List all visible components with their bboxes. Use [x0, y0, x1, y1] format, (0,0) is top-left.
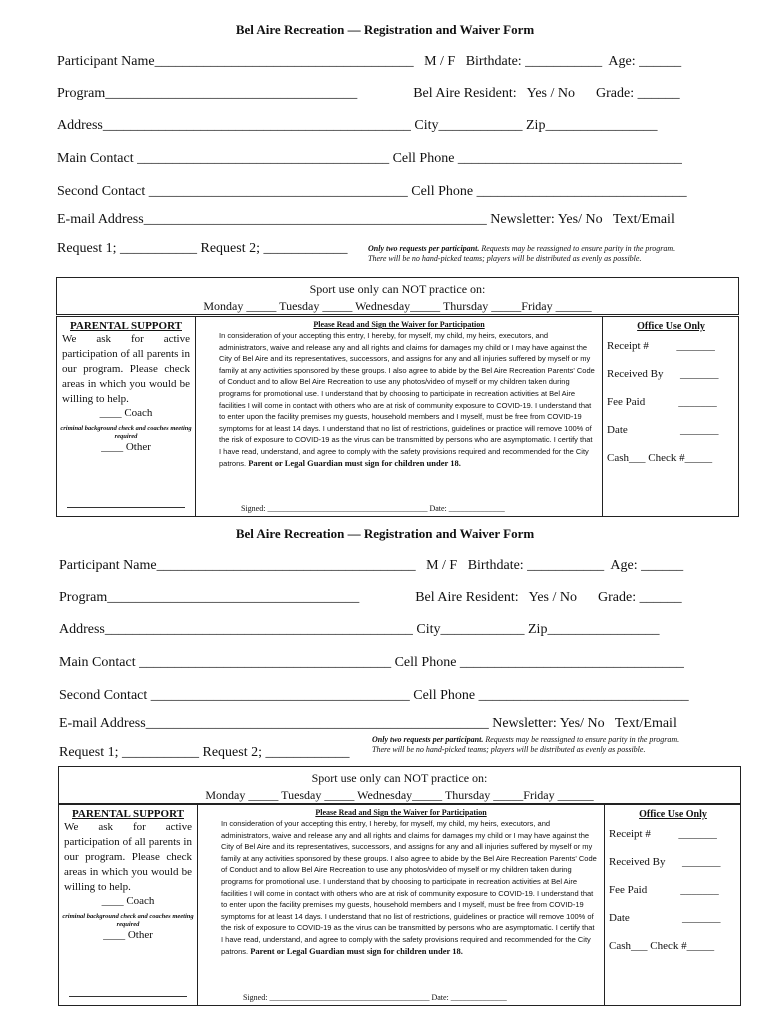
coach-note: criminal background check and coaches meeting required — [60, 425, 192, 440]
parental-support-title: PARENTAL SUPPORT — [70, 320, 182, 332]
parental-support-line[interactable] — [69, 996, 187, 997]
office-use-panel — [603, 317, 739, 516]
sport-practice-title: Sport use only can NOT practice on: — [311, 771, 488, 785]
fee-paid-field: Fee Paid _______ — [609, 884, 719, 896]
coach-option[interactable]: ____ Coach — [99, 407, 153, 419]
received-by-field: Received By _______ — [609, 856, 721, 868]
requests-note — [368, 244, 675, 264]
participant-name-field[interactable]: Participant Name_____________________________________ M / F Birthdate: ___________ Age: ______ — [57, 54, 682, 69]
cash-check-field: Cash___ Check #_____ — [609, 940, 715, 952]
signature-line[interactable]: Signed: ________________________________________ Date: ______________ — [243, 993, 507, 1002]
receipt-field: Receipt # _______ — [609, 828, 717, 840]
requests-note-line2: There will be no hand-picked teams; players will be distributed as evenly as possible. — [368, 254, 642, 263]
sport-practice-box — [56, 277, 739, 315]
waiver-panel — [195, 317, 603, 516]
sport-practice-days[interactable]: Monday _____ Tuesday _____ Wednesday_____ Thursday _____Friday ______ — [203, 299, 592, 313]
requests-note-bold: Only two requests per participant. — [372, 735, 484, 744]
waiver-title: Please Read and Sign the Waiver for Participation — [315, 808, 487, 817]
waiver-title: Please Read and Sign the Waiver for Participation — [313, 320, 485, 329]
form-title: Bel Aire Recreation — Registration and Waiver Form — [235, 22, 535, 37]
waiver-body: In consideration of your accepting this entry, I hereby, for myself, my child, my heirs, executors, and administrators, waive and release any and all rights and claims for damages my child or I may have against the City of Bel Aire and its representatives, successors, and assigns for any and all injuries suffered by myself or my family at any activities sponsored by these groups. I also agree to abide by the Bel Aire Recreation Parents' Code of Conduct and to allow Bel Aire Recreation to use any photos/video of myself or my children taken during programs for promotional use. I understand that by choosing to participate in recreation activities at Bel Aire facilities I will come in contact with others who are at risk of community exposure to COVID-19. I understand that to enter upon the facility premises my guests, household members and I myself, must be free from COVID-19 symptoms for at least 14 days. I understand that no list of restrictions, guidelines or practice will remove 100% of the risk of exposure to COVID-19 as the virus can be transmitted by persons who are asymptomatic. I certify that I have read, understand, and agree to comply with the safety provisions required and recommended for the City patrons. — [219, 331, 595, 468]
waiver-bold: Parent or Legal Guardian must sign for children under 18. — [250, 945, 463, 956]
parental-support-panel — [57, 317, 195, 516]
info-grid — [56, 316, 739, 517]
date-field: Date _______ — [607, 424, 719, 436]
requests-note — [372, 735, 679, 755]
request-field[interactable]: Request 1; ___________ Request 2; ____________ — [57, 241, 348, 256]
waiver-body: In consideration of your accepting this entry, I hereby, for myself, my child, my heirs, executors, and administrators, waive and release any and all rights and claims for damages my child or I may have against the City of Bel Aire and its representatives, successors, and assigns for any and all injuries suffered by myself or my family at any activities sponsored by these groups. I also agree to abide by the Bel Aire Recreation Parents' Code of Conduct and to allow Bel Aire Recreation to use any photos/video of myself or my children taken during programs for promotional use. I understand that by choosing to participate in recreation activities at Bel Aire facilities I will come in contact with others who are at risk of community exposure to COVID-19. I understand that to enter upon the facility premises my guests, household members and I myself, must be free from COVID-19 symptoms for at least 14 days. I understand that no list of restrictions, guidelines or practice will remove 100% of the risk of exposure to COVID-19 as the virus can be transmitted by persons who are asymptomatic. I certify that I have read, understand, and agree to comply with the safety provisions required and recommended for the City patrons. — [221, 819, 597, 956]
requests-note-line2: There will be no hand-picked teams; players will be distributed as evenly as possible. — [372, 745, 646, 754]
registration-form-2 — [0, 504, 770, 1009]
fee-paid-field: Fee Paid _______ — [607, 396, 717, 408]
program-field[interactable]: Program____________________________________ Bel Aire Resident: Yes / No Grade: ______ — [57, 86, 680, 101]
email-field[interactable]: E-mail Address_________________________________________________ Newsletter: Yes/ No Text/Email — [59, 716, 677, 731]
address-field[interactable]: Address____________________________________________ City____________ Zip________________ — [59, 622, 660, 637]
received-by-field: Received By _______ — [607, 368, 719, 380]
sport-practice-title: Sport use only can NOT practice on: — [309, 282, 486, 296]
sport-practice-box — [58, 766, 741, 804]
requests-note-text: Requests may be reassigned to ensure parity in the program. — [479, 244, 676, 253]
form-title: Bel Aire Recreation — Registration and Waiver Form — [235, 526, 535, 541]
second-contact-field[interactable]: Second Contact _____________________________________ Cell Phone ______________________________ — [57, 184, 687, 199]
waiver-text — [196, 329, 602, 469]
waiver-text — [198, 817, 604, 957]
request-field[interactable]: Request 1; ___________ Request 2; ____________ — [59, 745, 350, 760]
other-option[interactable]: ____ Other — [103, 929, 153, 941]
date-field: Date _______ — [609, 912, 721, 924]
coach-option[interactable]: ____ Coach — [101, 895, 155, 907]
waiver-bold: Parent or Legal Guardian must sign for children under 18. — [248, 457, 461, 468]
parental-support-text: We ask for active participation of all parents in our program. Please check areas in which you would be willing to help. — [64, 821, 192, 893]
requests-note-text: Requests may be reassigned to ensure parity in the program. — [483, 735, 680, 744]
parental-support-text: We ask for active participation of all parents in our program. Please check areas in which you would be willing to help. — [62, 333, 190, 405]
sport-practice-days[interactable]: Monday _____ Tuesday _____ Wednesday_____ Thursday _____Friday ______ — [205, 788, 594, 802]
email-field[interactable]: E-mail Address_________________________________________________ Newsletter: Yes/ No Text/Email — [57, 212, 675, 227]
parental-support-panel — [59, 805, 197, 1005]
other-option[interactable]: ____ Other — [101, 441, 151, 453]
office-use-title: Office Use Only — [637, 321, 705, 332]
address-field[interactable]: Address____________________________________________ City____________ Zip________________ — [57, 118, 658, 133]
program-field[interactable]: Program____________________________________ Bel Aire Resident: Yes / No Grade: ______ — [59, 590, 682, 605]
main-contact-field[interactable]: Main Contact ____________________________________ Cell Phone ________________________________ — [57, 151, 682, 166]
receipt-field: Receipt # _______ — [607, 340, 715, 352]
cash-check-field: Cash___ Check #_____ — [607, 452, 713, 464]
second-contact-field[interactable]: Second Contact _____________________________________ Cell Phone ______________________________ — [59, 688, 689, 703]
parental-support-title: PARENTAL SUPPORT — [72, 808, 184, 820]
coach-note: criminal background check and coaches meeting required — [62, 913, 194, 928]
participant-name-field[interactable]: Participant Name_____________________________________ M / F Birthdate: ___________ Age: ______ — [59, 558, 684, 573]
signature-line[interactable]: Signed: ________________________________________ Date: ______________ — [241, 504, 505, 513]
main-contact-field[interactable]: Main Contact ____________________________________ Cell Phone ________________________________ — [59, 655, 684, 670]
office-use-panel — [605, 805, 741, 1005]
info-grid — [58, 804, 741, 1006]
waiver-panel — [197, 805, 605, 1005]
office-use-title: Office Use Only — [639, 809, 707, 820]
requests-note-bold: Only two requests per participant. — [368, 244, 480, 253]
